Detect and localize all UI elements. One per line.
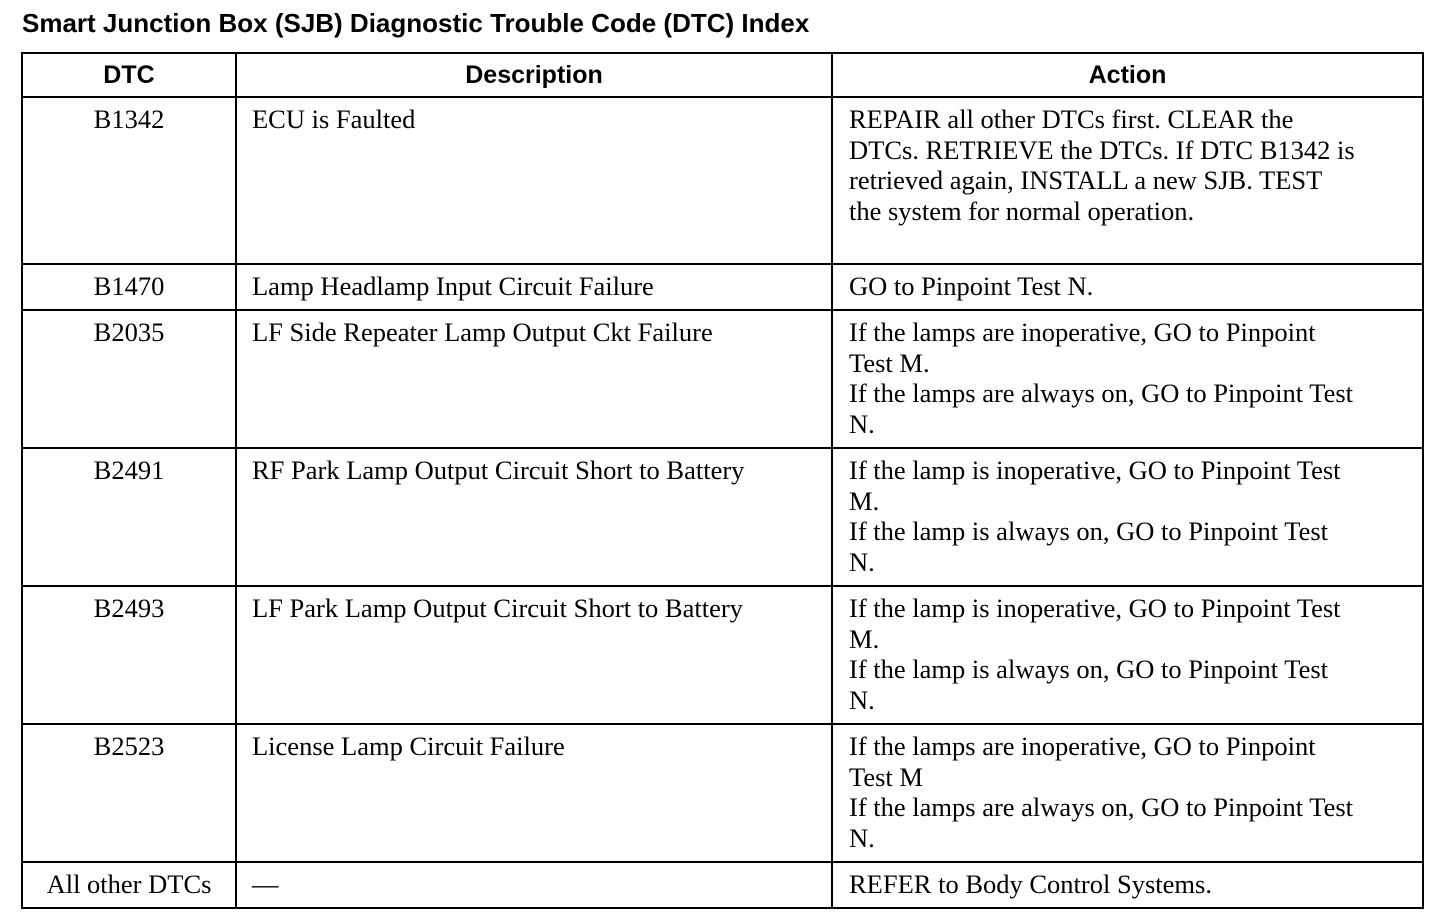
dtc-description: Lamp Headlamp Input Circuit Failure [236,264,832,310]
table-row [22,310,1423,448]
action-line: M. [849,485,880,516]
dtc-action [832,586,1423,724]
dtc-action [832,448,1423,586]
action-line: N. [849,546,875,577]
header-dtc: DTC [22,53,236,97]
dtc-code: B2491 [22,448,236,586]
dtc-action [832,264,1423,310]
action-line: the system for normal operation. [849,195,1195,226]
action-line: If the lamp is inoperative, GO to Pinpoint Test [849,593,1341,623]
action-line: If the lamps are inoperative, GO to Pinpoint [849,317,1316,347]
dtc-description: LF Side Repeater Lamp Output Ckt Failure [236,310,832,448]
action-line: GO to Pinpoint Test N. [849,271,1094,301]
dtc-code: All other DTCs [22,862,236,908]
dtc-description: LF Park Lamp Output Circuit Short to Battery [236,586,832,724]
dtc-description: ECU is Faulted [236,97,832,264]
action-line: REFER to Body Control Systems. [849,869,1212,899]
table-row [22,97,1423,264]
header-action: Action [832,53,1423,97]
action-line: If the lamps are always on, GO to Pinpoint Test [849,378,1354,408]
dtc-action [832,97,1423,264]
action-line: N. [849,684,875,715]
dtc-action [832,862,1423,908]
action-line: If the lamps are always on, GO to Pinpoint Test [849,792,1354,822]
dtc-code: B2523 [22,724,236,862]
action-line: retrieved again, INSTALL a new SJB. TEST [849,165,1323,195]
dtc-index-table [21,52,1424,909]
action-line: Test M [849,761,923,792]
action-line: If the lamps are inoperative, GO to Pinpoint [849,731,1316,761]
table-row [22,862,1423,908]
table-row [22,724,1423,862]
dtc-code: B2035 [22,310,236,448]
dtc-description: License Lamp Circuit Failure [236,724,832,862]
dtc-code: B1470 [22,264,236,310]
action-line: N. [849,822,875,853]
action-line: If the lamp is always on, GO to Pinpoint Test [849,654,1329,684]
action-line: REPAIR all other DTCs first. CLEAR the [849,104,1294,134]
table-header-row [22,53,1423,97]
dtc-action [832,724,1423,862]
action-line: N. [849,408,875,439]
table-row [22,264,1423,310]
table-row [22,448,1423,586]
dtc-action [832,310,1423,448]
action-line: If the lamp is inoperative, GO to Pinpoint Test [849,455,1341,485]
dtc-code: B2493 [22,586,236,724]
action-line: If the lamp is always on, GO to Pinpoint Test [849,516,1329,546]
action-line: M. [849,623,880,654]
page-title: Smart Junction Box (SJB) Diagnostic Trouble Code (DTC) Index [22,8,810,38]
dtc-description: RF Park Lamp Output Circuit Short to Battery [236,448,832,586]
action-line: DTCs. RETRIEVE the DTCs. If DTC B1342 is [849,134,1355,165]
dtc-description: — [236,862,832,908]
header-description: Description [236,53,832,97]
table-row [22,586,1423,724]
dtc-code: B1342 [22,97,236,264]
action-line: Test M. [849,347,930,378]
